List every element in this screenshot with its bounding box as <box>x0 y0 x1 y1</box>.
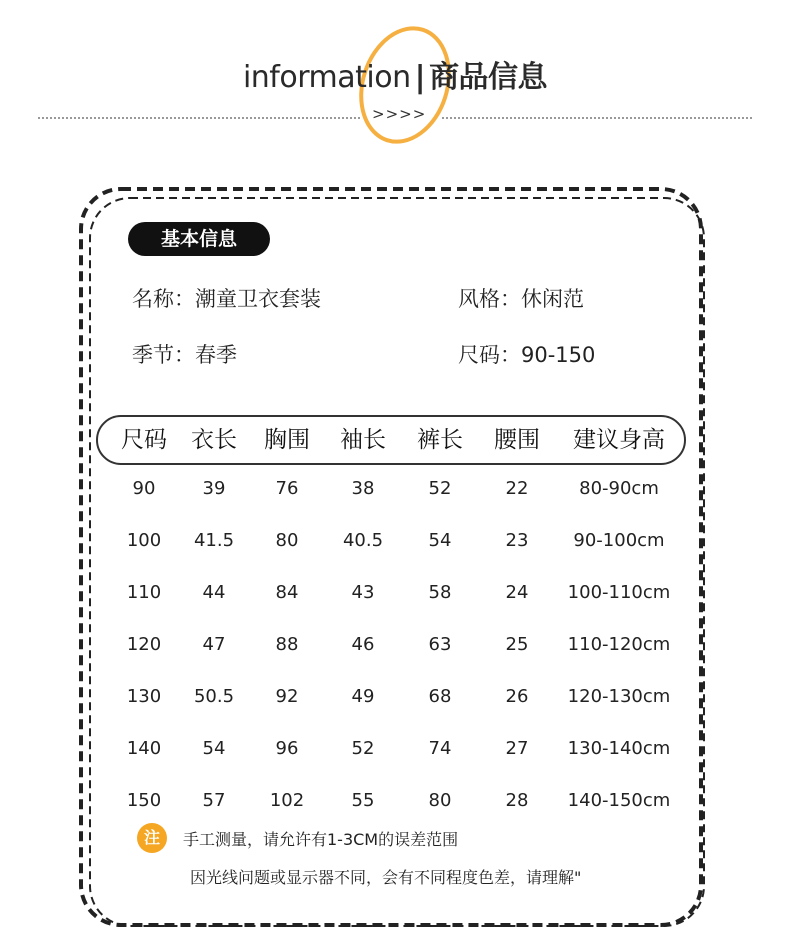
note-icon: 注 <box>137 823 167 853</box>
style-field <box>458 283 584 313</box>
season-value: 春季 <box>195 343 237 367</box>
table-cell: 76 <box>275 478 299 499</box>
table-header-cell: 袖长 <box>340 427 386 453</box>
table-cell: 150 <box>126 790 162 811</box>
table-header-cell: 腰围 <box>494 427 540 453</box>
table-cell: 39 <box>202 478 226 499</box>
name-field <box>132 283 321 313</box>
table-cell: 44 <box>202 582 226 603</box>
table-header-cell: 建议身高 <box>573 427 665 453</box>
table-cell: 140 <box>126 738 162 759</box>
table-cell: 24 <box>505 582 529 603</box>
divider-left <box>38 117 360 119</box>
size-field <box>458 339 595 369</box>
table-cell: 100 <box>126 530 162 551</box>
title-separator: | <box>414 60 426 95</box>
table-cell: 55 <box>351 790 375 811</box>
table-cell: 110-120cm <box>567 634 671 655</box>
note-measurement: 手工测量，请允许有1-3CM的误差范围 <box>183 830 459 849</box>
table-cell: 43 <box>351 582 375 603</box>
table-cell: 80 <box>428 790 452 811</box>
title-chinese: 商品信息 <box>429 60 548 95</box>
table-cell: 25 <box>505 634 529 655</box>
name-value: 潮童卫衣套装 <box>195 287 321 311</box>
table-cell: 102 <box>269 790 305 811</box>
size-label: 尺码： <box>458 343 521 367</box>
divider-right <box>442 117 752 119</box>
table-cell: 100-110cm <box>567 582 671 603</box>
table-cell: 23 <box>505 530 529 551</box>
name-label: 名称： <box>132 287 195 311</box>
table-cell: 110 <box>126 582 162 603</box>
table-cell: 120-130cm <box>567 686 671 707</box>
table-cell: 58 <box>428 582 452 603</box>
table-cell: 80-90cm <box>579 478 659 499</box>
style-label: 风格： <box>458 287 521 311</box>
table-cell: 28 <box>505 790 529 811</box>
table-cell: 130-140cm <box>567 738 671 759</box>
style-value: 休闲范 <box>521 287 584 311</box>
table-header-cell: 裤长 <box>417 427 463 453</box>
table-header-cell: 衣长 <box>191 427 237 453</box>
table-cell: 54 <box>428 530 452 551</box>
table-cell: 22 <box>505 478 529 499</box>
table-cell: 92 <box>275 686 299 707</box>
table-cell: 63 <box>428 634 452 655</box>
table-cell: 120 <box>126 634 162 655</box>
table-cell: 96 <box>275 738 299 759</box>
table-cell: 50.5 <box>193 686 235 707</box>
table-cell: 54 <box>202 738 226 759</box>
table-cell: 74 <box>428 738 452 759</box>
table-cell: 27 <box>505 738 529 759</box>
table-cell: 80 <box>275 530 299 551</box>
size-value: 90-150 <box>521 343 596 367</box>
table-cell: 52 <box>428 478 452 499</box>
table-cell: 41.5 <box>193 530 235 551</box>
table-header-cell: 尺码 <box>121 427 167 453</box>
season-field <box>132 339 237 369</box>
table-cell: 90-100cm <box>573 530 665 551</box>
table-cell: 88 <box>275 634 299 655</box>
table-cell: 52 <box>351 738 375 759</box>
note-color-difference: 因光线问题或显示器不同，会有不同程度色差，请理解" <box>190 868 582 887</box>
arrows-decoration: >>>> <box>372 105 427 123</box>
table-cell: 46 <box>351 634 375 655</box>
table-cell: 84 <box>275 582 299 603</box>
table-cell: 40.5 <box>342 530 384 551</box>
table-cell: 140-150cm <box>567 790 671 811</box>
table-cell: 90 <box>132 478 156 499</box>
table-header-cell: 胸围 <box>264 427 310 453</box>
table-cell: 49 <box>351 686 375 707</box>
title-english: information <box>242 60 411 95</box>
basic-info-tag: 基本信息 <box>128 222 270 256</box>
table-cell: 38 <box>351 478 375 499</box>
table-cell: 26 <box>505 686 529 707</box>
table-cell: 130 <box>126 686 162 707</box>
season-label: 季节： <box>132 343 195 367</box>
table-cell: 68 <box>428 686 452 707</box>
table-cell: 47 <box>202 634 226 655</box>
table-cell: 57 <box>202 790 226 811</box>
page-title <box>0 52 790 96</box>
